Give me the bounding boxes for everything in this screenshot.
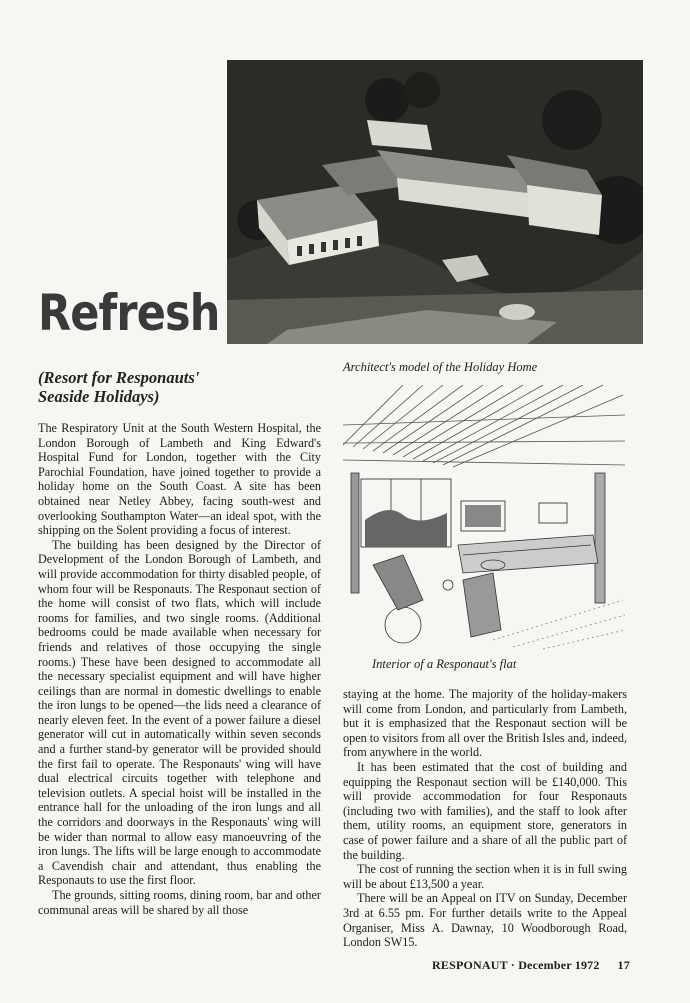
subtitle: (Resort for Responauts' Seaside Holidays): [38, 368, 200, 406]
article-column-1: [38, 421, 321, 917]
architect-model-photo: [227, 60, 643, 344]
paragraph: staying at the home. The majority of the holiday-makers will come from London, and particularly from Lambeth, but it is emphasized that the Responaut section will be open to visitors from all over the British Isles and, indeed, from anywhere in the world.: [343, 687, 627, 760]
paragraph: The building has been designed by the Director of Development of the London Borough of Lambeth, and will provide accommodation for thirty disabled people, of whom four will be Responauts. The Responaut section of the home will consist of two flats, which will include rooms for families, and two single rooms. (Additional bedrooms could be made available when necessary for friends and relatives of those occupying the single rooms.) These have been designed to accommodate all the necessary specialist equipment and will have higher ceilings than are normal in domestic dwellings to enable the iron lungs to be opened—the lids need a clearance of nearly eleven feet. In the event of a power failure a diesel generator will cut in automatically within seven seconds and a further stand-by generator will be provided should the first fail to operate. The Responauts' wing will have dual electrical circuits together with telephone and television outlets. A special hoist will be installed in the entrance hall for the unloading of the iron lungs and all the corridors and doorways in the Responauts' wing will be wider than normal to allow easy manoeuvring of the iron lungs. The lifts will be large enough to accommodate a Cavendish chair and attendant, thus enabling the Responauts to use the first floor.: [38, 537, 321, 888]
interior-sketch-caption: Interior of a Responaut's flat: [372, 657, 517, 671]
interior-sketch: [343, 385, 625, 650]
paragraph: It has been estimated that the cost of building and equipping the Responaut section will be £140,000. This will provide accommodation for four Responauts (including two with families), and the staff to look after them, utility rooms, an equipment store, generators in case of power failure and a share of all the public part of the building.: [343, 759, 627, 862]
paragraph: The grounds, sitting rooms, dining room, bar and other communal areas will be shared by all those: [38, 888, 321, 917]
page-footer: [432, 958, 630, 973]
paragraph: The cost of running the section when it is in full swing will be about £13,500 a year.: [343, 862, 627, 891]
article-column-2: [343, 687, 627, 950]
headline: Refresh: [38, 284, 220, 342]
issue-line: RESPONAUT · December 1972: [432, 958, 600, 972]
page-number: 17: [617, 958, 630, 972]
model-photo-caption: Architect's model of the Holiday Home: [343, 360, 538, 374]
paragraph: There will be an Appeal on ITV on Sunday, December 3rd at 6.55 pm. For further details write to the Appeal Organiser, Miss A. Dawnay, 10 Woodborough Road, London SW15.: [343, 891, 627, 950]
paragraph: The Respiratory Unit at the South Western Hospital, the London Borough of Lambeth and King Edward's Hospital Fund for London, together with the City Parochial Foundation, have joined together to provide a holiday home on the South Coast. A site has been obtained near Netley Abbey, facing south-west and overlooking Southampton Water—an ideal spot, with the shipping on the Solent providing a focus of interest.: [38, 421, 321, 538]
